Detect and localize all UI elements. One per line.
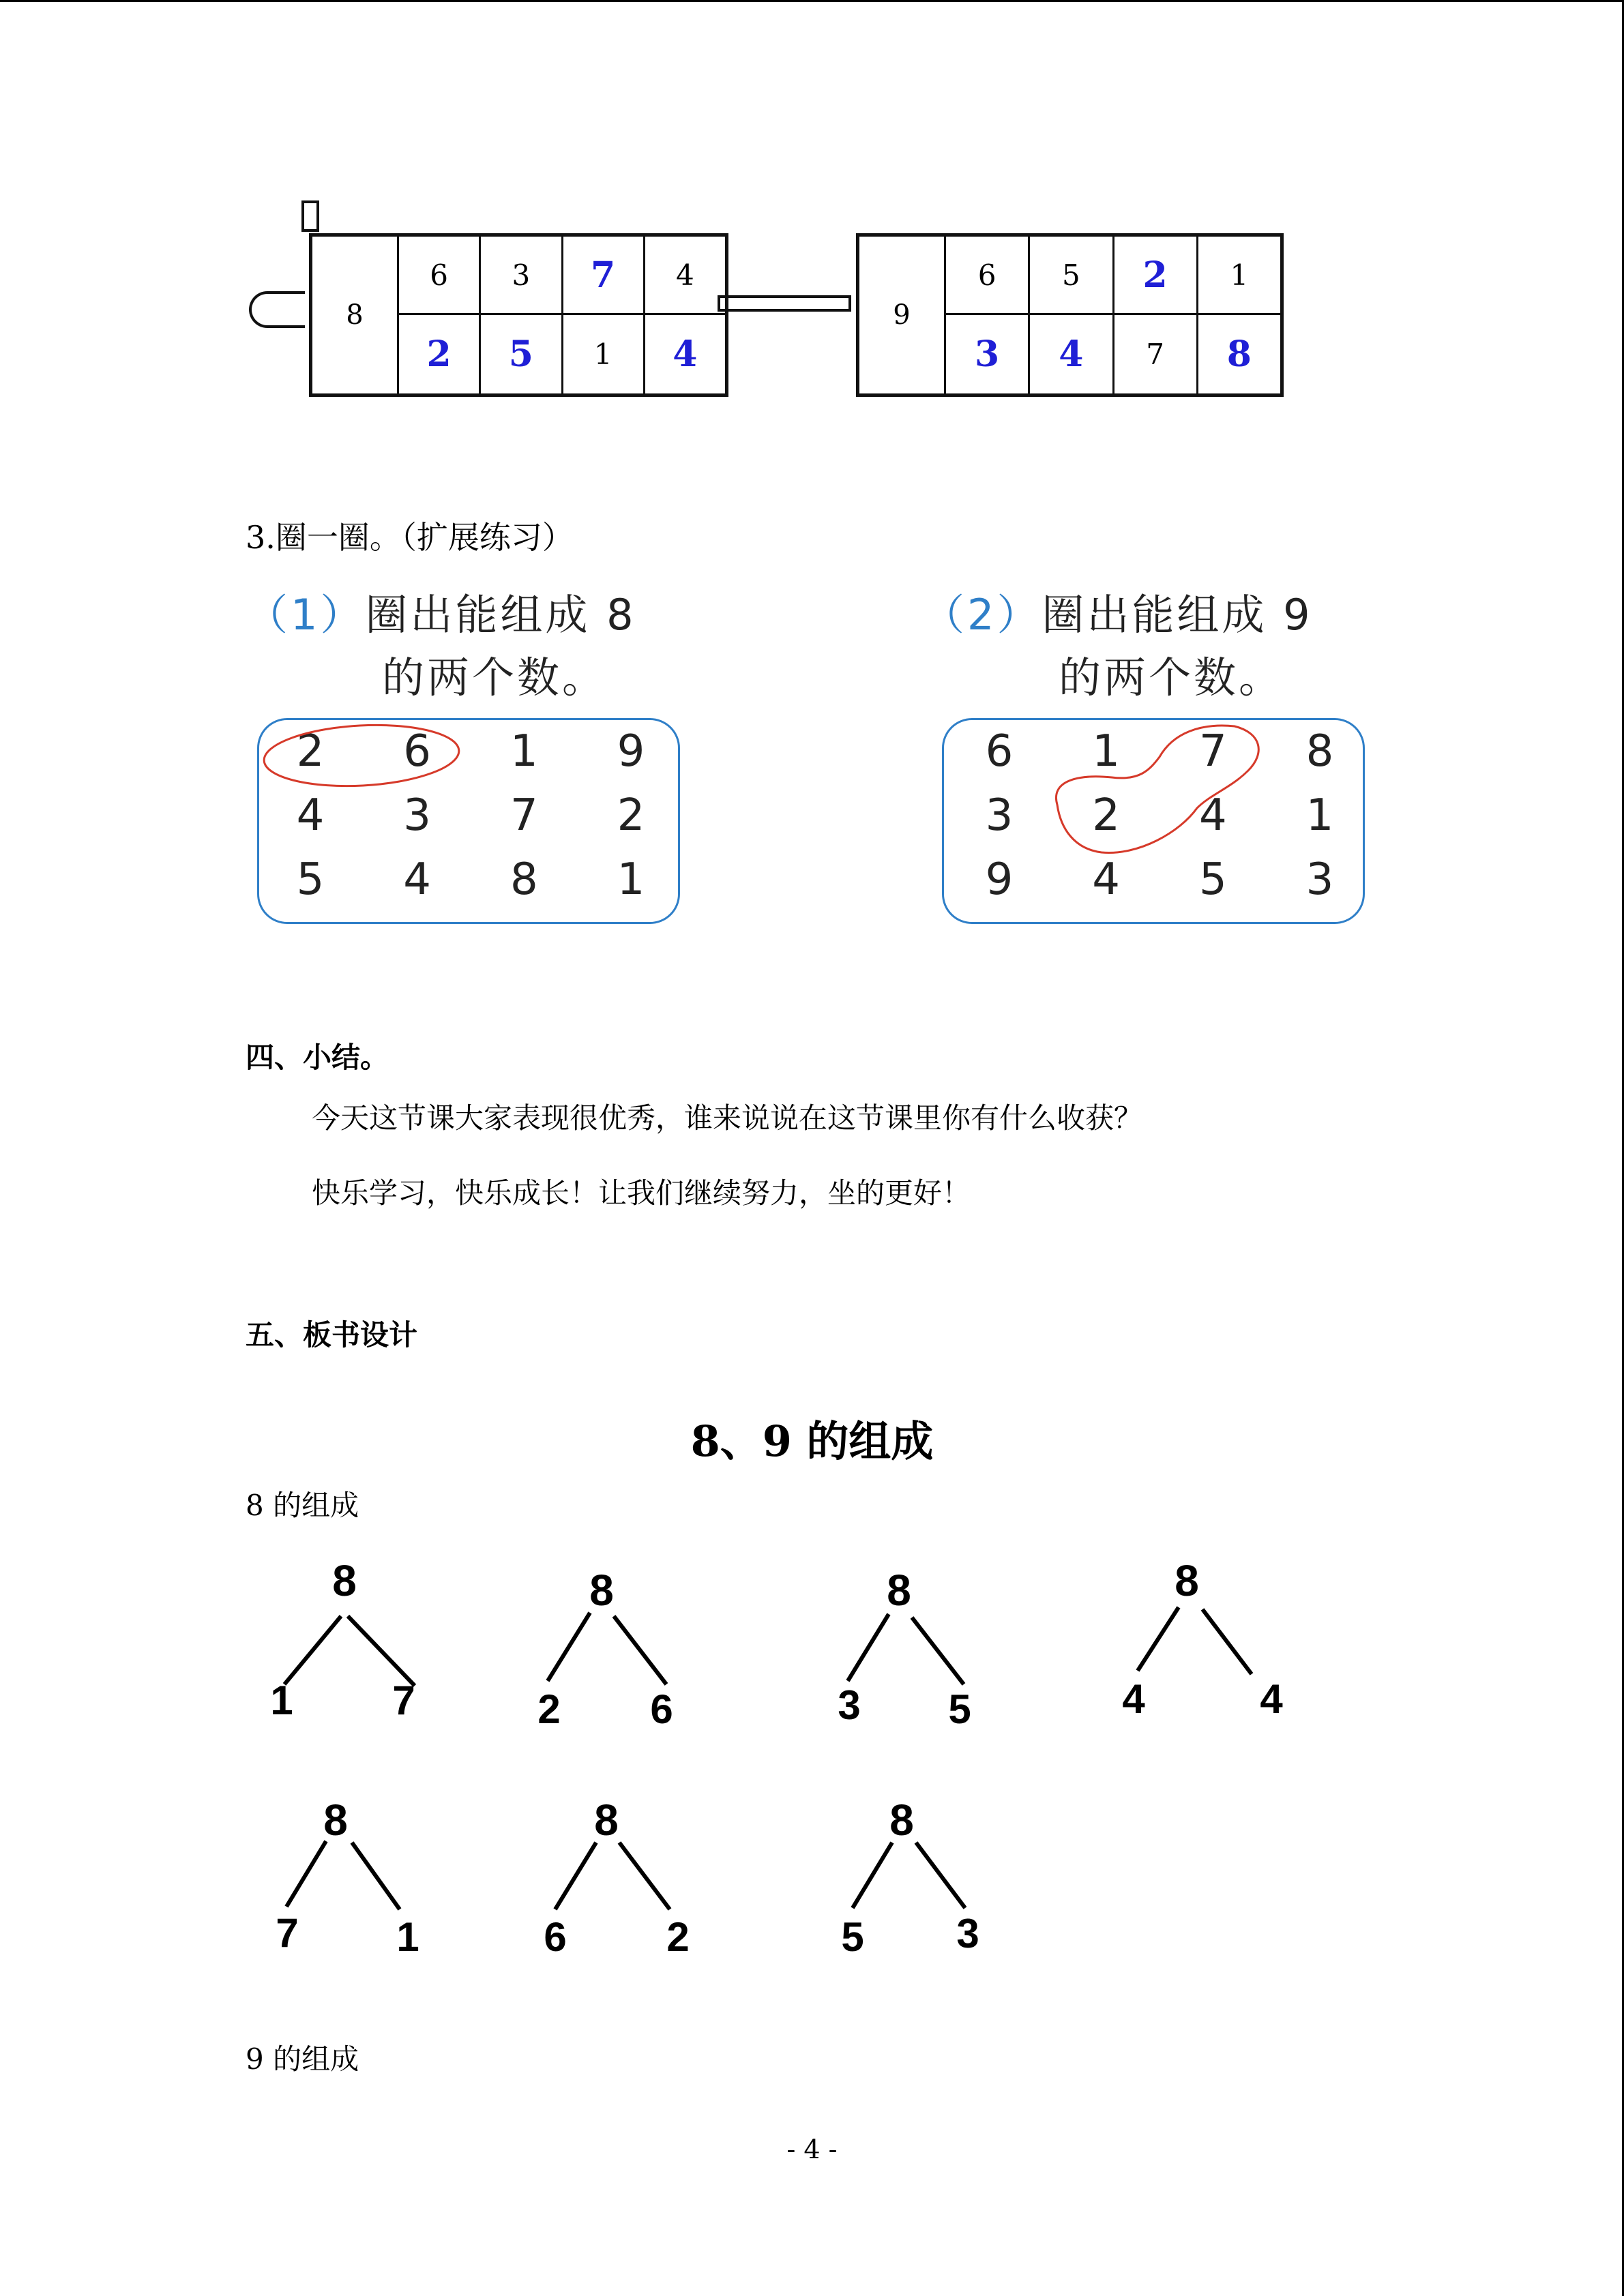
grid-number: 8: [510, 854, 538, 905]
train-headlamp: [249, 291, 305, 328]
car-cell: 4: [643, 237, 725, 315]
tree-left-number: 7: [276, 1910, 299, 1956]
page-number: - 4 -: [786, 2134, 838, 2164]
tree-left-number: 2: [537, 1686, 561, 1732]
tree-right-number: 4: [1260, 1676, 1283, 1722]
exercise-1-line2: 的两个数。: [382, 653, 608, 702]
car-cell: 6: [944, 237, 1028, 315]
summary-heading: 四、小结。: [246, 1041, 389, 1074]
composition-tree: [1105, 1551, 1296, 1735]
grid-number: 7: [1198, 726, 1227, 777]
composition-tree: [527, 1787, 704, 1971]
grid-number: 2: [1092, 790, 1121, 841]
grid-number: 4: [403, 854, 432, 905]
grid-number: 1: [617, 854, 645, 905]
grid-number: 3: [403, 790, 432, 841]
train-coupler: [718, 295, 851, 312]
composition-tree: [822, 1551, 999, 1735]
tree-right-number: 3: [956, 1911, 979, 1956]
exercise-2-line1: 圈出能组成 9: [1042, 590, 1313, 640]
tree-top-number: 8: [589, 1566, 614, 1615]
exercise-2-number: （2）: [922, 590, 1042, 640]
car-cell-answer: 7: [561, 237, 643, 315]
tree-top-number: 8: [332, 1556, 357, 1605]
tree-right-number: 1: [396, 1914, 419, 1960]
grid-number: 3: [1305, 854, 1334, 905]
tree-left-number: 5: [841, 1914, 864, 1960]
tree-left-number: 1: [270, 1678, 293, 1723]
car-cell-answer: 8: [1196, 315, 1280, 393]
train-car-8: [309, 233, 728, 397]
grid-number: 5: [296, 854, 325, 905]
tree-right-number: 2: [666, 1914, 690, 1960]
exercise-2-line2: 的两个数。: [1059, 653, 1284, 702]
tree-right-number: 6: [650, 1686, 673, 1732]
composition-tree: [252, 1551, 443, 1735]
car-cell: 6: [397, 237, 479, 315]
grid-row: [276, 854, 665, 919]
car-cell: 1: [1196, 237, 1280, 315]
car-cell-answer: 4: [1028, 315, 1112, 393]
exercise-2-label: [922, 581, 1313, 642]
grid-number: 1: [510, 726, 538, 777]
composition-8-label: 8 的组成: [246, 1489, 359, 1522]
car-head-number: 9: [893, 299, 911, 331]
composition-9-label: 9 的组成: [246, 2042, 359, 2076]
exercise-1-number: （1）: [246, 590, 366, 640]
tree-right-number: 7: [392, 1678, 415, 1723]
grid-number: 4: [1092, 854, 1121, 905]
composition-tree: [825, 1787, 1003, 1971]
board-title: 8、9 的组成: [690, 1416, 934, 1466]
exercise-1-line1: 圈出能组成 8: [365, 590, 636, 640]
grid-number: 2: [617, 790, 645, 841]
grid-number: 2: [296, 726, 325, 777]
exercise-1-label: [246, 581, 636, 642]
tree-top-number: 8: [323, 1795, 348, 1845]
train-chimney: [301, 200, 319, 232]
car-cell-answer: 5: [479, 315, 561, 393]
car-cell-answer: 3: [944, 315, 1028, 393]
grid-number: 9: [617, 726, 645, 777]
car-cell-answer: 2: [1112, 237, 1196, 315]
composition-tree: [258, 1787, 435, 1971]
board-design-heading: 五、板书设计: [246, 1318, 418, 1352]
exercise-1-red-circle: [252, 716, 471, 798]
summary-paragraph-1: 今天这节课大家表现很优秀，谁来说说在这节课里你有什么收获？: [312, 1101, 1143, 1135]
tree-left-number: 6: [544, 1914, 567, 1960]
grid-number: 4: [296, 790, 325, 841]
exercise-2-red-circle: [1037, 716, 1269, 866]
grid-number: 6: [403, 726, 432, 777]
car-cell: 7: [1112, 315, 1196, 393]
grid-number: 7: [510, 790, 538, 841]
grid-number: 1: [1305, 790, 1334, 841]
tree-right-number: 5: [948, 1686, 971, 1732]
section-3-title: 3.圈一圈。（扩展练习）: [246, 519, 574, 556]
car-head-number: 8: [346, 299, 364, 331]
train-car-9: [856, 233, 1284, 397]
grid-number: 3: [985, 790, 1014, 841]
grid-number: 6: [985, 726, 1014, 777]
grid-number: 8: [1305, 726, 1334, 777]
tree-left-number: 4: [1122, 1676, 1145, 1722]
tree-top-number: 8: [889, 1795, 914, 1845]
tree-top-number: 8: [1175, 1556, 1199, 1605]
summary-paragraph-2: 快乐学习，快乐成长！让我们继续努力，坐的更好！: [312, 1176, 971, 1210]
tree-left-number: 3: [838, 1682, 861, 1728]
grid-number: 5: [1198, 854, 1227, 905]
composition-tree: [522, 1551, 699, 1735]
tree-top-number: 8: [594, 1795, 619, 1845]
grid-number: 1: [1092, 726, 1121, 777]
car-cell: 1: [561, 315, 643, 393]
tree-top-number: 8: [887, 1566, 911, 1615]
grid-number: 4: [1198, 790, 1227, 841]
car-cell-answer: 2: [397, 315, 479, 393]
car-cell: 3: [479, 237, 561, 315]
grid-row: [276, 790, 665, 854]
car-cell-answer: 4: [643, 315, 725, 393]
grid-number: 9: [985, 854, 1014, 905]
car-cell: 5: [1028, 237, 1112, 315]
